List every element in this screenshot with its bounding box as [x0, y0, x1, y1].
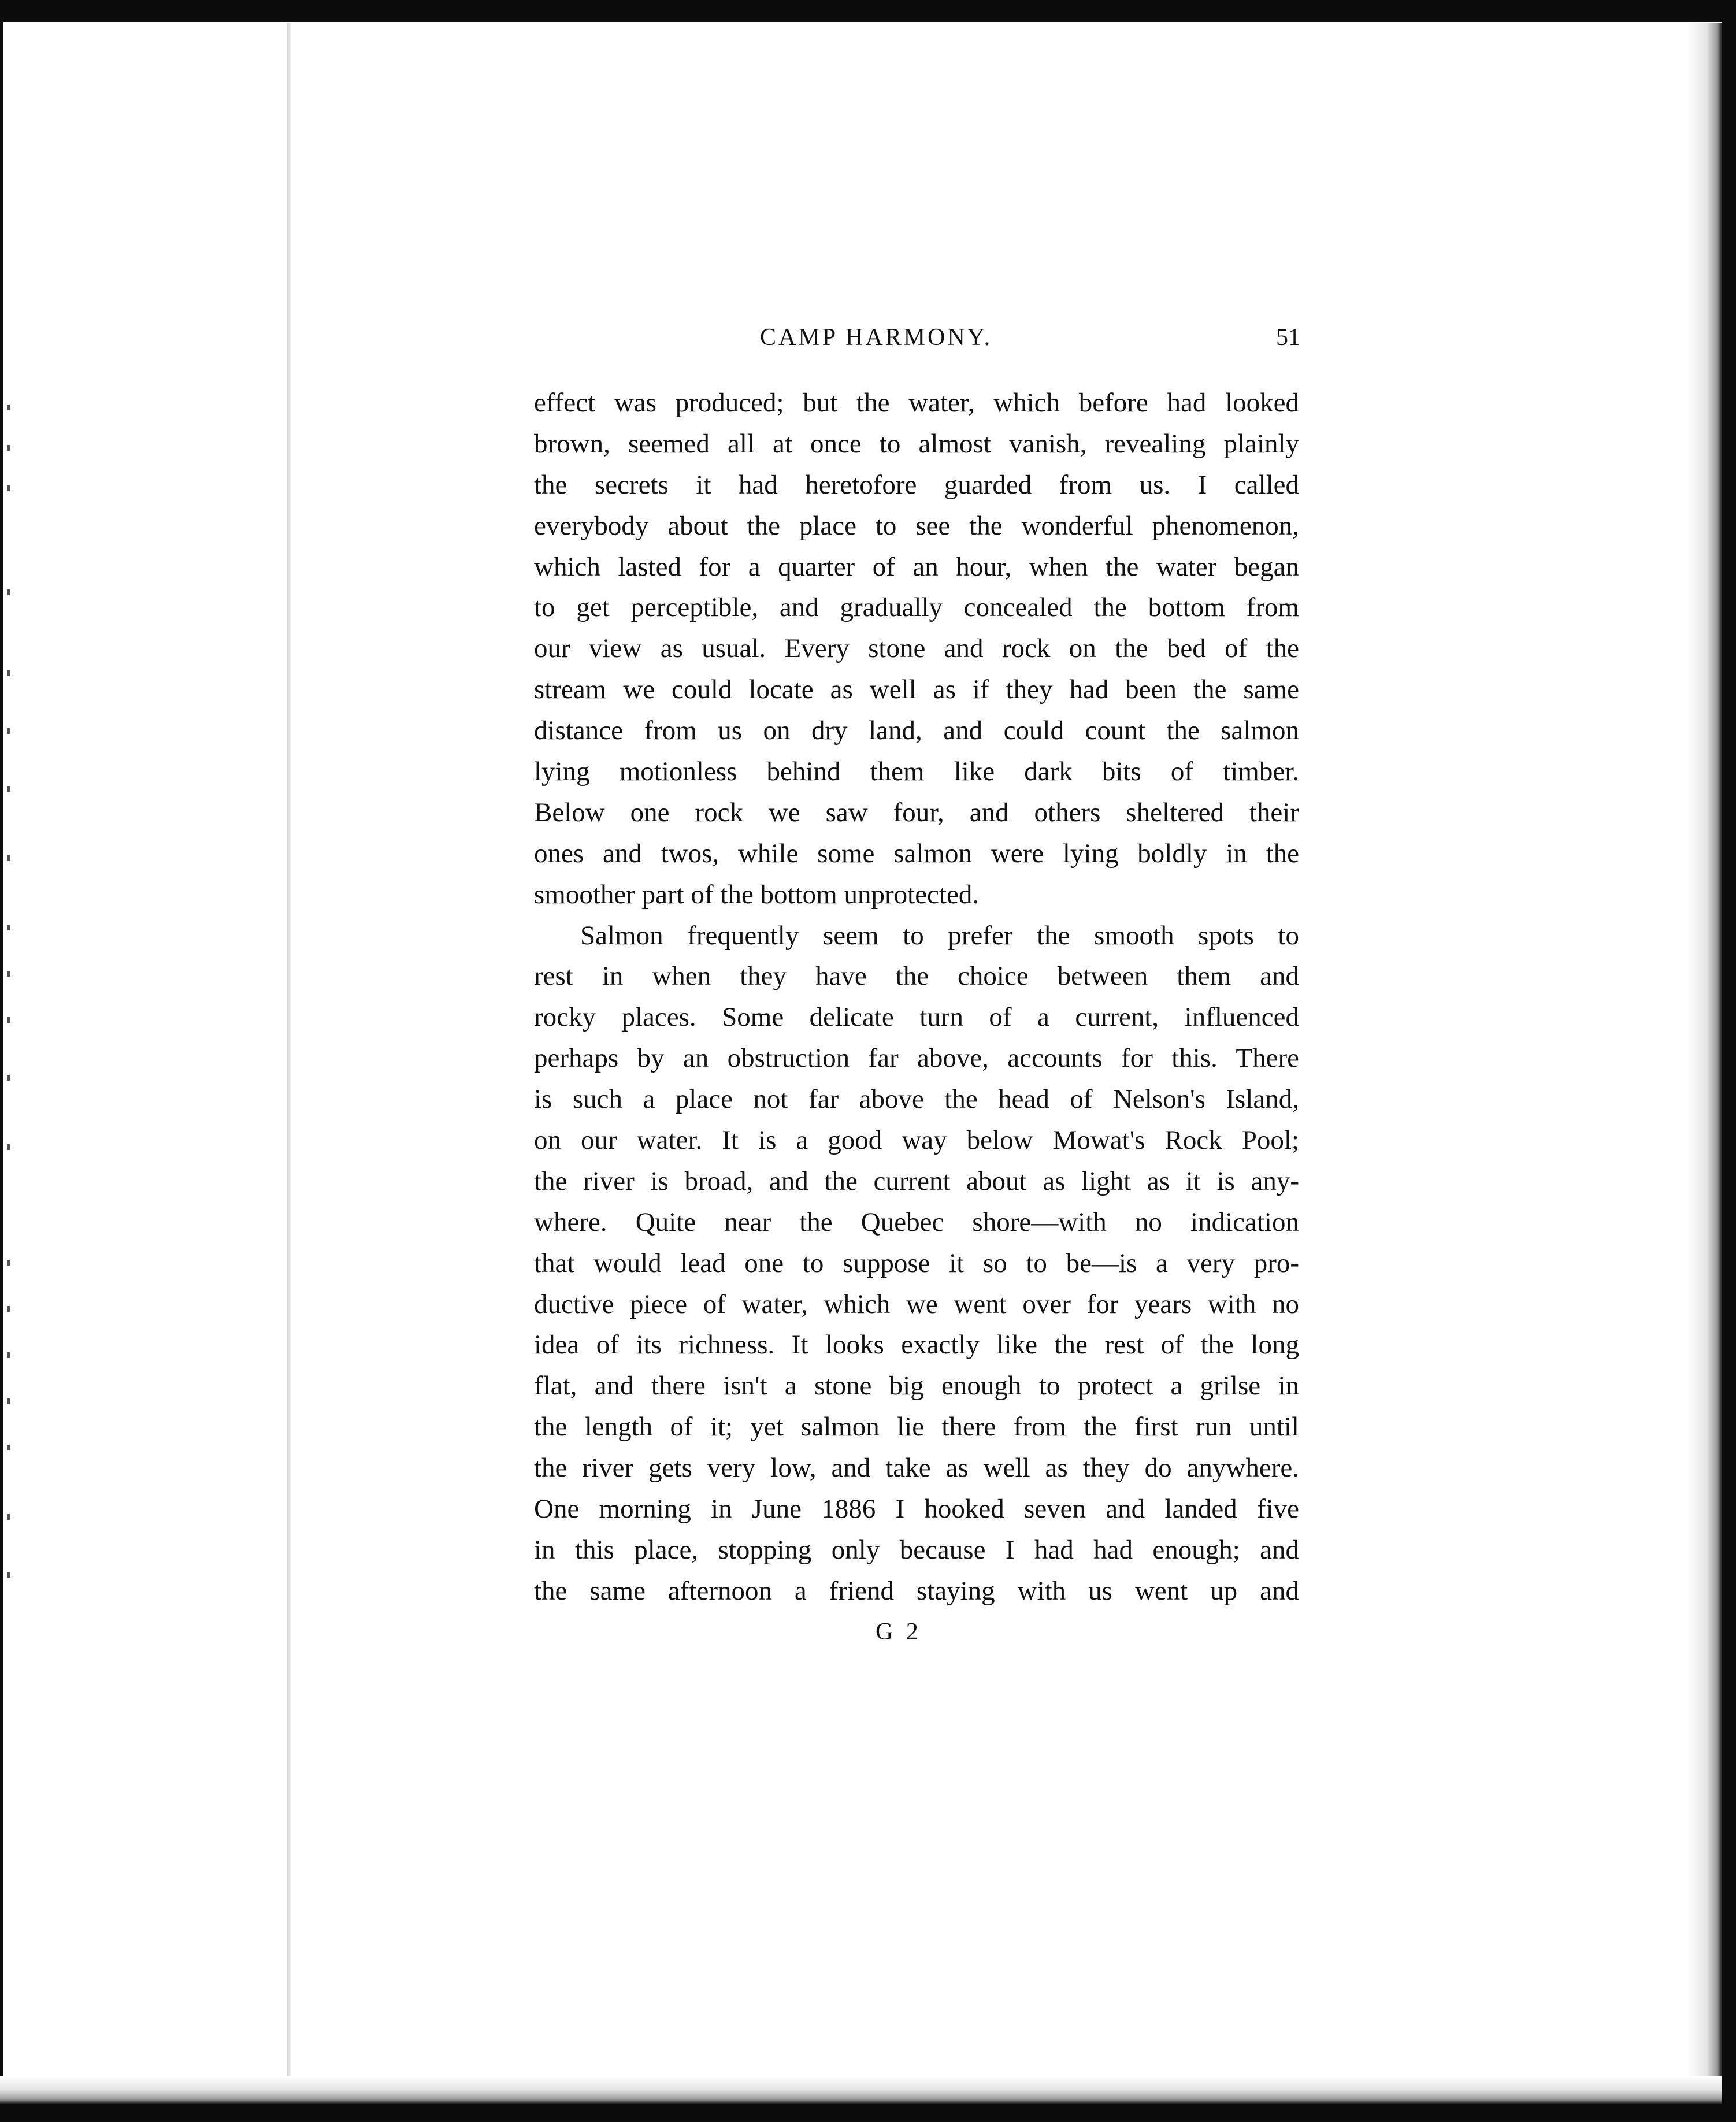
- text-line: stream we could locate as well as if they had been the same: [534, 674, 1299, 705]
- text-line: in this place, stopping only because I had had enough; and: [534, 1534, 1299, 1565]
- gutter-edge: [287, 23, 291, 2080]
- text-line: rest in when they have the choice between them and: [534, 961, 1299, 992]
- paragraphs: [534, 383, 1299, 1612]
- text-line: ductive piece of water, which we went over for years with no: [534, 1289, 1299, 1319]
- scan-border-top: [0, 0, 1736, 22]
- paragraph: [534, 383, 1299, 915]
- text-line: Below one rock we saw four, and others sheltered their: [534, 797, 1299, 828]
- text-line: the river gets very low, and take as well as they do anywhere.: [534, 1453, 1299, 1483]
- text-line: smoother part of the bottom unprotected.: [534, 879, 980, 910]
- text-line: the length of it; yet salmon lie there from the first run until: [534, 1412, 1299, 1442]
- text-line: perhaps by an obstruction far above, accounts for this. There: [534, 1043, 1299, 1074]
- text-line: ones and twos, while some salmon were lying boldly in the: [534, 838, 1299, 869]
- running-title: CAMP HARMONY.: [760, 324, 993, 351]
- text-line: distance from us on dry land, and could count the salmon: [534, 715, 1299, 746]
- text-line: which lasted for a quarter of an hour, when the water began: [534, 551, 1299, 582]
- text-line: that would lead one to suppose it so to be—is a very pro-: [534, 1248, 1299, 1278]
- body-text: [534, 383, 1299, 1612]
- page-number: 51: [1276, 324, 1300, 351]
- text-line: brown, seemed all at once to almost vanish, revealing plainly: [534, 428, 1299, 459]
- text-line: on our water. It is a good way below Mowat's Rock Pool;: [534, 1125, 1299, 1156]
- page-edge-bottom: [0, 2076, 1722, 2104]
- text-line: lying motionless behind them like dark bits of timber.: [534, 756, 1299, 787]
- page-edge-right: [1687, 23, 1722, 2080]
- text-line: One morning in June 1886 I hooked seven and landed five: [534, 1494, 1299, 1524]
- text-line: idea of its richness. It looks exactly like the rest of the long: [534, 1330, 1299, 1360]
- text-line: flat, and there isn't a stone big enough to protect a grilse in: [534, 1371, 1299, 1401]
- text-line: Salmon frequently seem to prefer the smooth spots to: [580, 920, 1299, 951]
- text-line: where. Quite near the Quebec shore—with no indication: [534, 1207, 1299, 1237]
- scan-border-bottom: [0, 2104, 1736, 2122]
- text-line: is such a place not far above the head of Nelson's Island,: [534, 1084, 1299, 1115]
- text-line: rocky places. Some delicate turn of a current, influenced: [534, 1002, 1299, 1033]
- text-line: the river is broad, and the current about as light as it is any-: [534, 1166, 1299, 1196]
- text-line: effect was produced; but the water, which before had looked: [534, 388, 1299, 418]
- signature-mark: G 2: [876, 1619, 922, 1645]
- facing-page-marks: [3, 347, 15, 1618]
- text-line: everybody about the place to see the wonderful phenomenon,: [534, 510, 1299, 541]
- text-line: the same afternoon a friend staying with us went up and: [534, 1575, 1299, 1606]
- scan-border-right: [1722, 0, 1736, 2122]
- running-head: [532, 324, 1300, 358]
- text-line: the secrets it had heretofore guarded from us. I called: [534, 469, 1299, 500]
- paragraph: [534, 915, 1299, 1612]
- text-line: to get perceptible, and gradually concealed the bottom from: [534, 592, 1299, 623]
- text-line: our view as usual. Every stone and rock on the bed of the: [534, 633, 1299, 664]
